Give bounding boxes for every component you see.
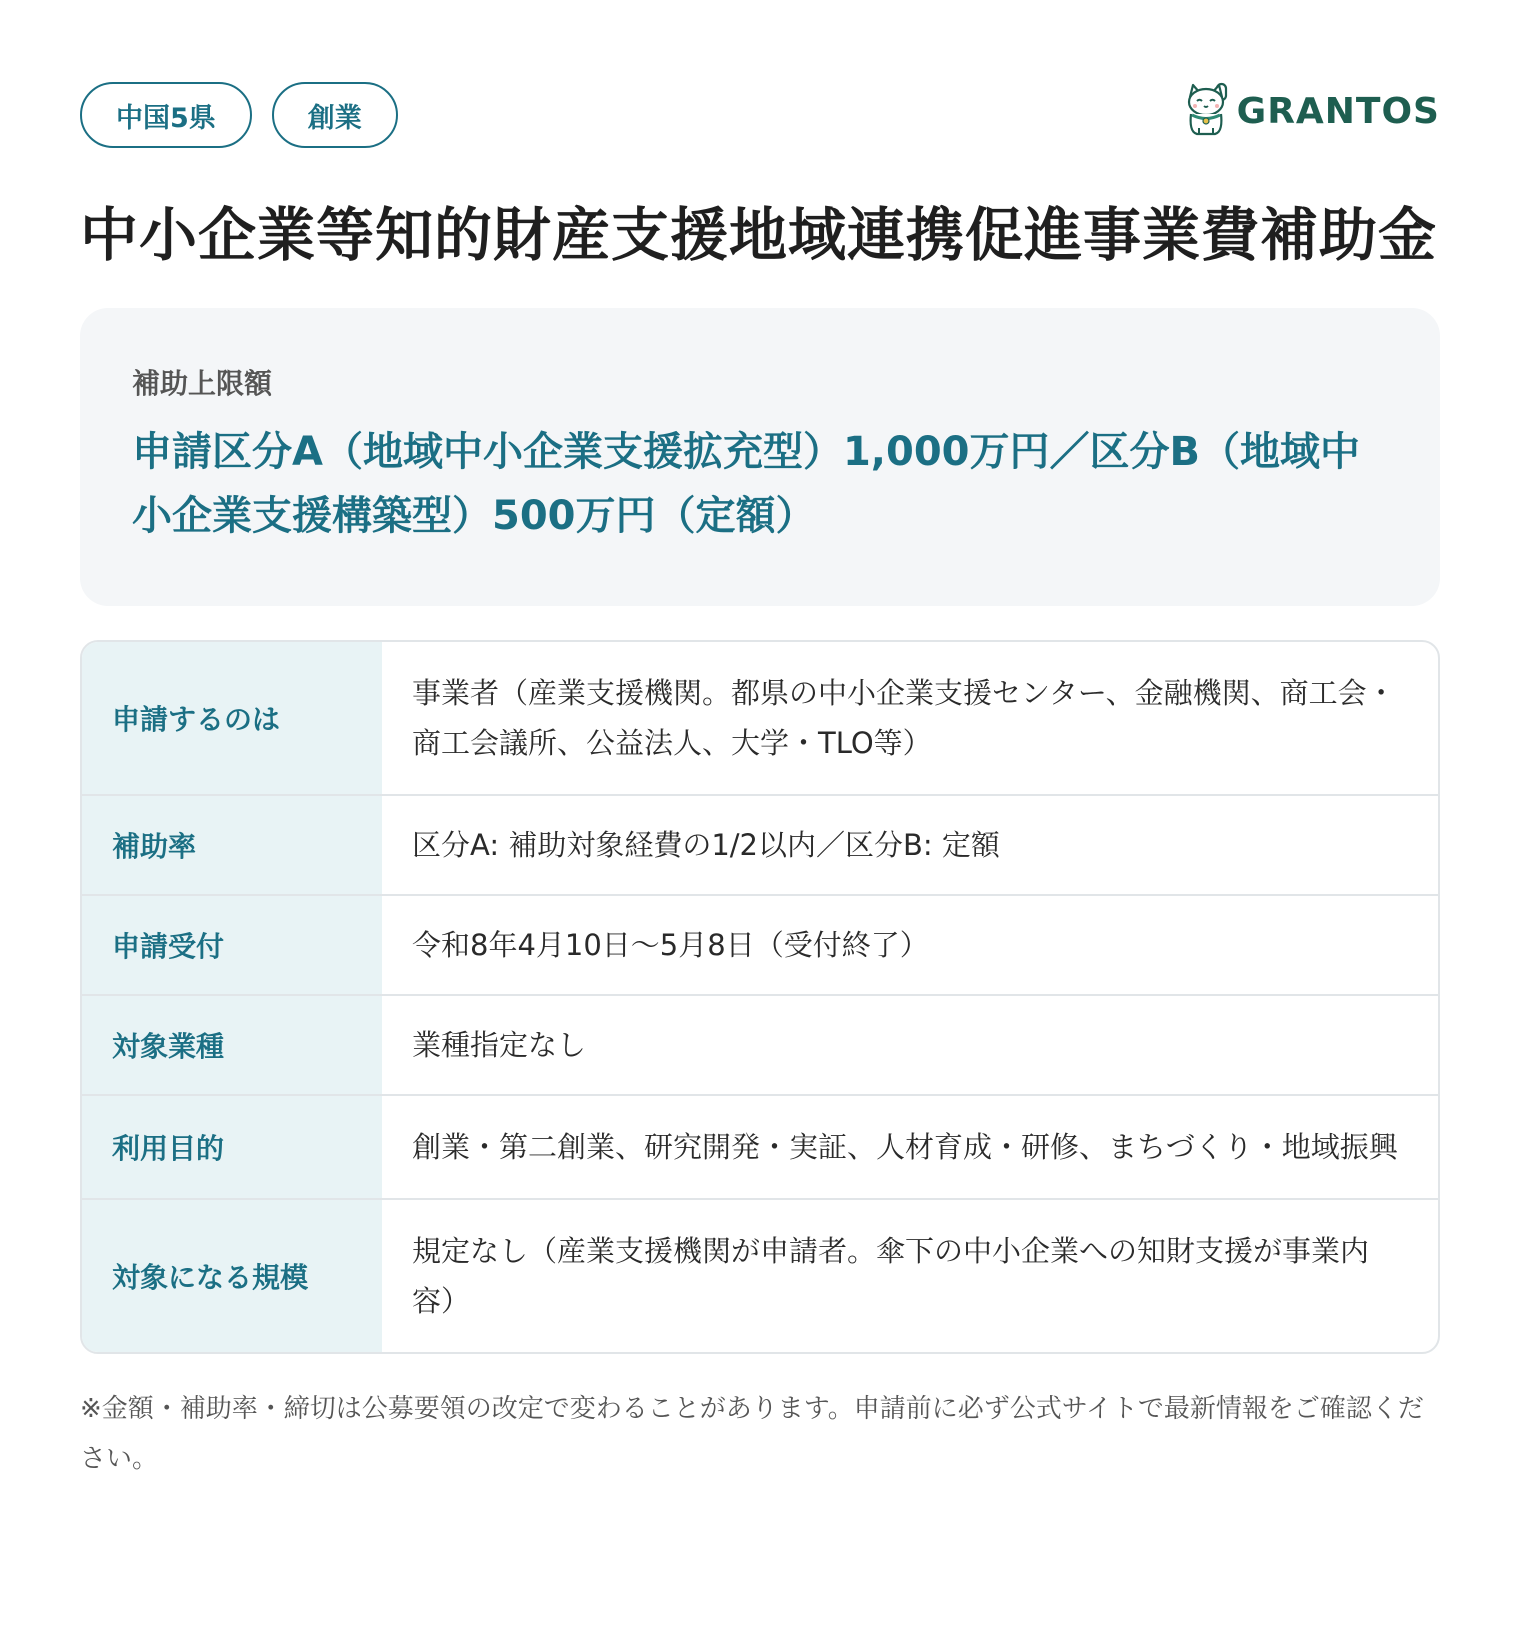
grant-card [80, 80, 1440, 1484]
brand-name: GRANTOS [1236, 90, 1440, 132]
row-value: 規定なし（産業支援機関が申請者。傘下の中小企業への知財支援が事業内容） [412, 1234, 1370, 1318]
row-label: 対象業種 [82, 996, 382, 1094]
subsidy-limit-box [80, 308, 1440, 606]
table-row-purpose [82, 1094, 1438, 1198]
row-value: 事業者（産業支援機関。都県の中小企業支援センター、金融機関、商工会・商工会議所、公益法人、大学・TLO等） [412, 676, 1396, 760]
row-label: 利用目的 [82, 1096, 382, 1198]
row-label: 補助率 [82, 796, 382, 894]
table-row-scale [82, 1198, 1438, 1352]
row-value: 業種指定なし [412, 1028, 587, 1062]
disclaimer-note: ※金額・補助率・締切は公募要領の改定で変わることがあります。申請前に必ず公式サイトで最新情報をご確認ください。 [80, 1394, 1424, 1474]
table-row-subsidy-rate [82, 794, 1438, 894]
tag-region: 中国5県 [80, 82, 252, 148]
row-label: 申請受付 [82, 896, 382, 994]
brand-logo [1183, 82, 1440, 140]
row-value: 創業・第二創業、研究開発・実証、人材育成・研修、まちづくり・地域振興 [412, 1130, 1398, 1164]
subsidy-limit-value: 申請区分A（地域中小企業支援拡充型）1,000万円／区分B（地域中小企業支援構築型）500万円（定額） [132, 429, 1360, 539]
header [80, 80, 1440, 150]
table-row-applicant [82, 642, 1438, 794]
row-label: 対象になる規模 [82, 1200, 382, 1352]
table-row-industry [82, 994, 1438, 1094]
tag-category: 創業 [272, 82, 398, 148]
table-row-application-period [82, 894, 1438, 994]
maneki-neko-cat-icon [1183, 82, 1229, 140]
row-value: 令和8年4月10日〜5月8日（受付終了） [412, 928, 929, 962]
tag-list [80, 82, 398, 148]
row-label: 申請するのは [82, 642, 382, 794]
subsidy-limit-label: 補助上限額 [132, 367, 273, 400]
info-table [80, 640, 1440, 1354]
page-title: 中小企業等知的財産支援地域連携促進事業費補助金 [80, 201, 1438, 269]
row-value: 区分A: 補助対象経費の1/2以内／区分B: 定額 [412, 828, 1000, 862]
